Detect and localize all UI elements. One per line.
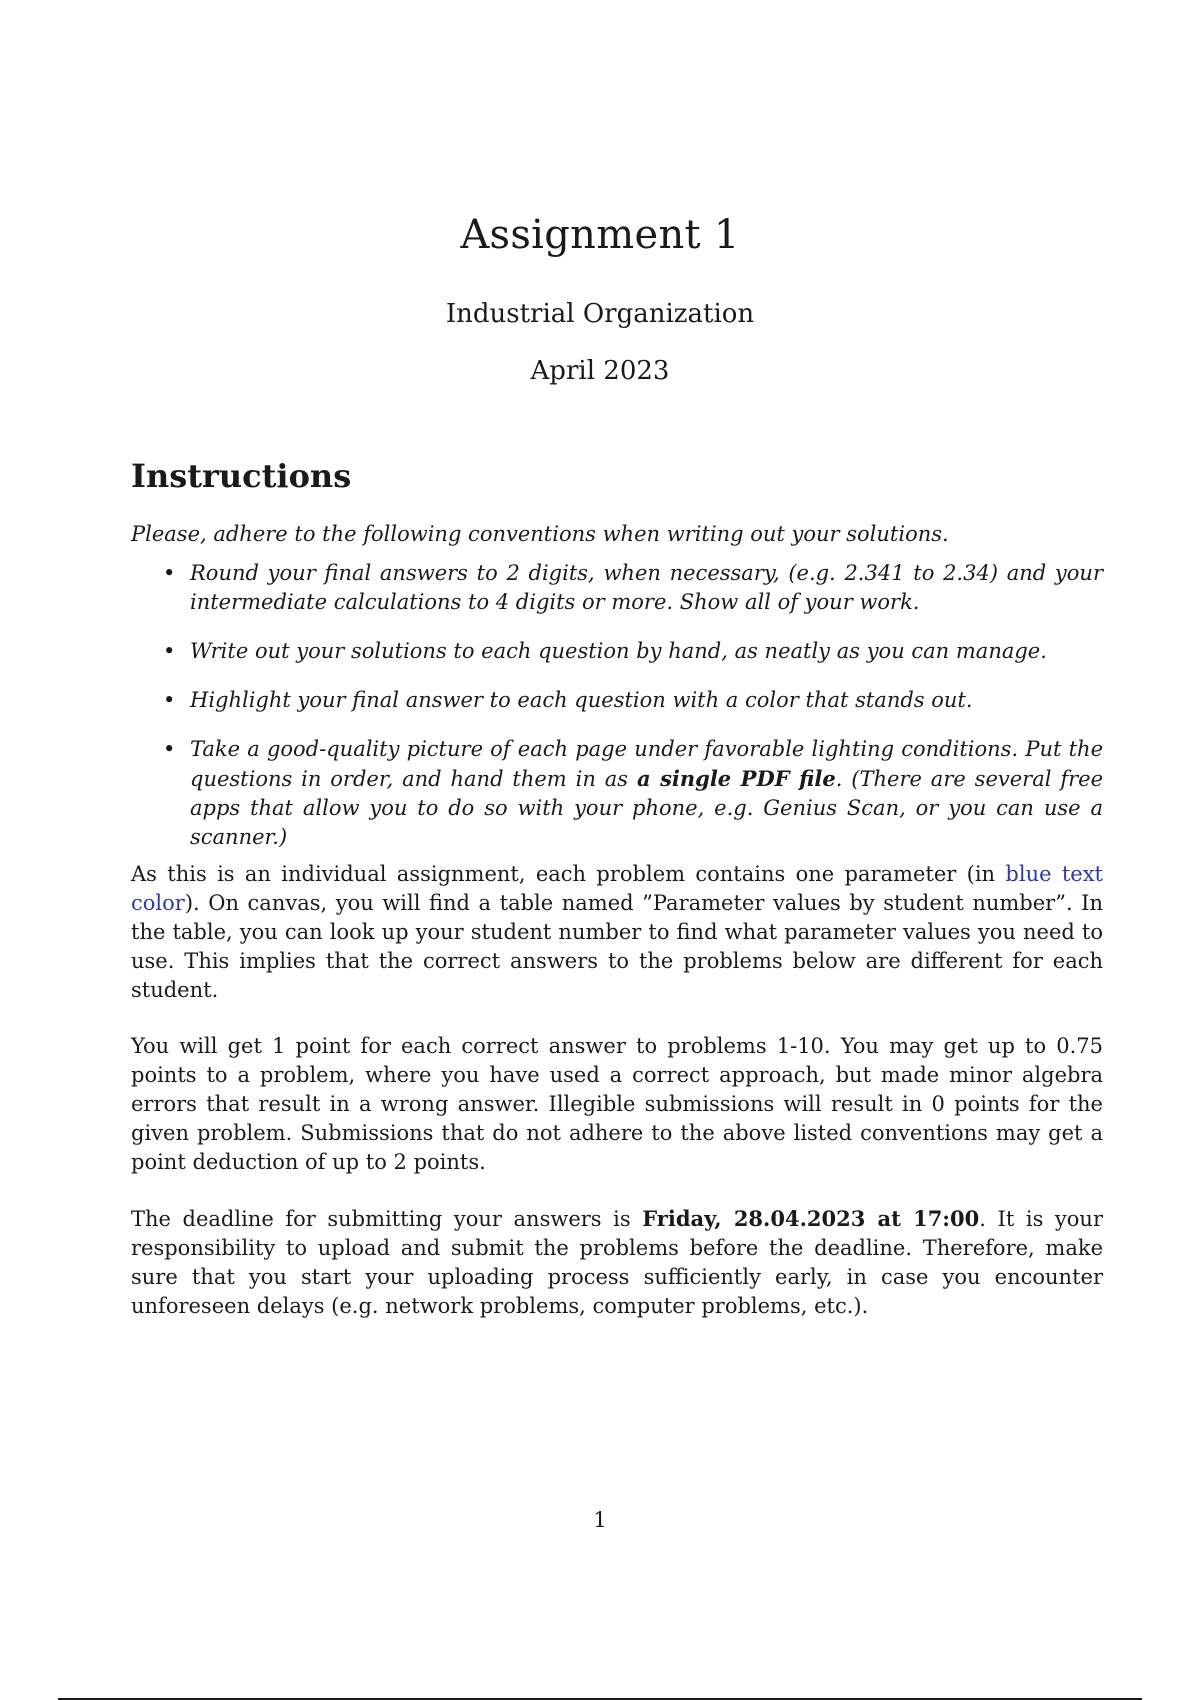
convention-rounding: • Round your final answers to 2 digits, when necessary, (e.g. 2.341 to 2.34) and your intermediate calculations to 4 digits or more. Show all of your work.	[190, 559, 1103, 617]
instructions-heading: Instructions	[131, 457, 352, 495]
course-name: Industrial Organization	[445, 299, 755, 329]
submission-text-after: . (There are several free apps that allow you to do so with your phone, e.g. Genius Scan, or you can use a scanner.)	[190, 767, 1104, 849]
parameter-paragraph	[131, 860, 1103, 1005]
document-title: Assignment 1	[460, 212, 740, 258]
deadline-text-after: . It is your responsibility to upload and submit the problems before the deadline. Therefore, make sure that you start your uploading process sufficiently early, in case you encounter unforeseen delays (e.g. network problems, computer problems, etc.).	[131, 1207, 1103, 1318]
submission-emphasis: a single PDF file	[636, 766, 836, 791]
parameter-text-after: ). On canvas, you will find a table named ”Parameter values by student number”. In the table, you can look up your student number to find what parameter values you need to use. This implies that the correct answers to the problems below are different for each student.	[131, 891, 1103, 1002]
convention-highlight: • Highlight your final answer to each question with a color that stands out.	[190, 686, 1103, 715]
document-body	[131, 456, 1103, 1348]
deadline-date: Friday, 28.04.2023 at 17:00	[642, 1206, 980, 1231]
blue-text-highlight: blue text color	[131, 862, 1103, 915]
document-date: April 2023	[530, 356, 670, 386]
convention-submission	[190, 735, 1103, 852]
convention-handwriting: • Write out your solutions to each question by hand, as neatly as you can manage.	[190, 637, 1103, 666]
instructions-intro: Please, adhere to the following conventions when writing out your solutions.	[131, 522, 949, 546]
submission-text-before: Take a good-quality picture of each page under favorable lighting conditions. Put the questions in order, and hand them in as	[190, 737, 1103, 791]
parameter-text-before: As this is an individual assignment, each problem contains one parameter (in	[131, 862, 1006, 886]
deadline-paragraph	[131, 1204, 1103, 1321]
page-number: 1	[593, 1508, 607, 1532]
points-paragraph: You will get 1 point for each correct answer to problems 1-10. You may get up to 0.75 points to a problem, where you have used a correct approach, but made minor algebra errors that result in a wrong answer. Illegible submissions will result in 0 points for the given problem. Submissions that do not adhere to the above listed conventions may get a point deduction of up to 2 points.	[131, 1034, 1103, 1174]
deadline-text-before: The deadline for submitting your answers is	[131, 1207, 643, 1231]
conventions-list	[131, 559, 1103, 852]
